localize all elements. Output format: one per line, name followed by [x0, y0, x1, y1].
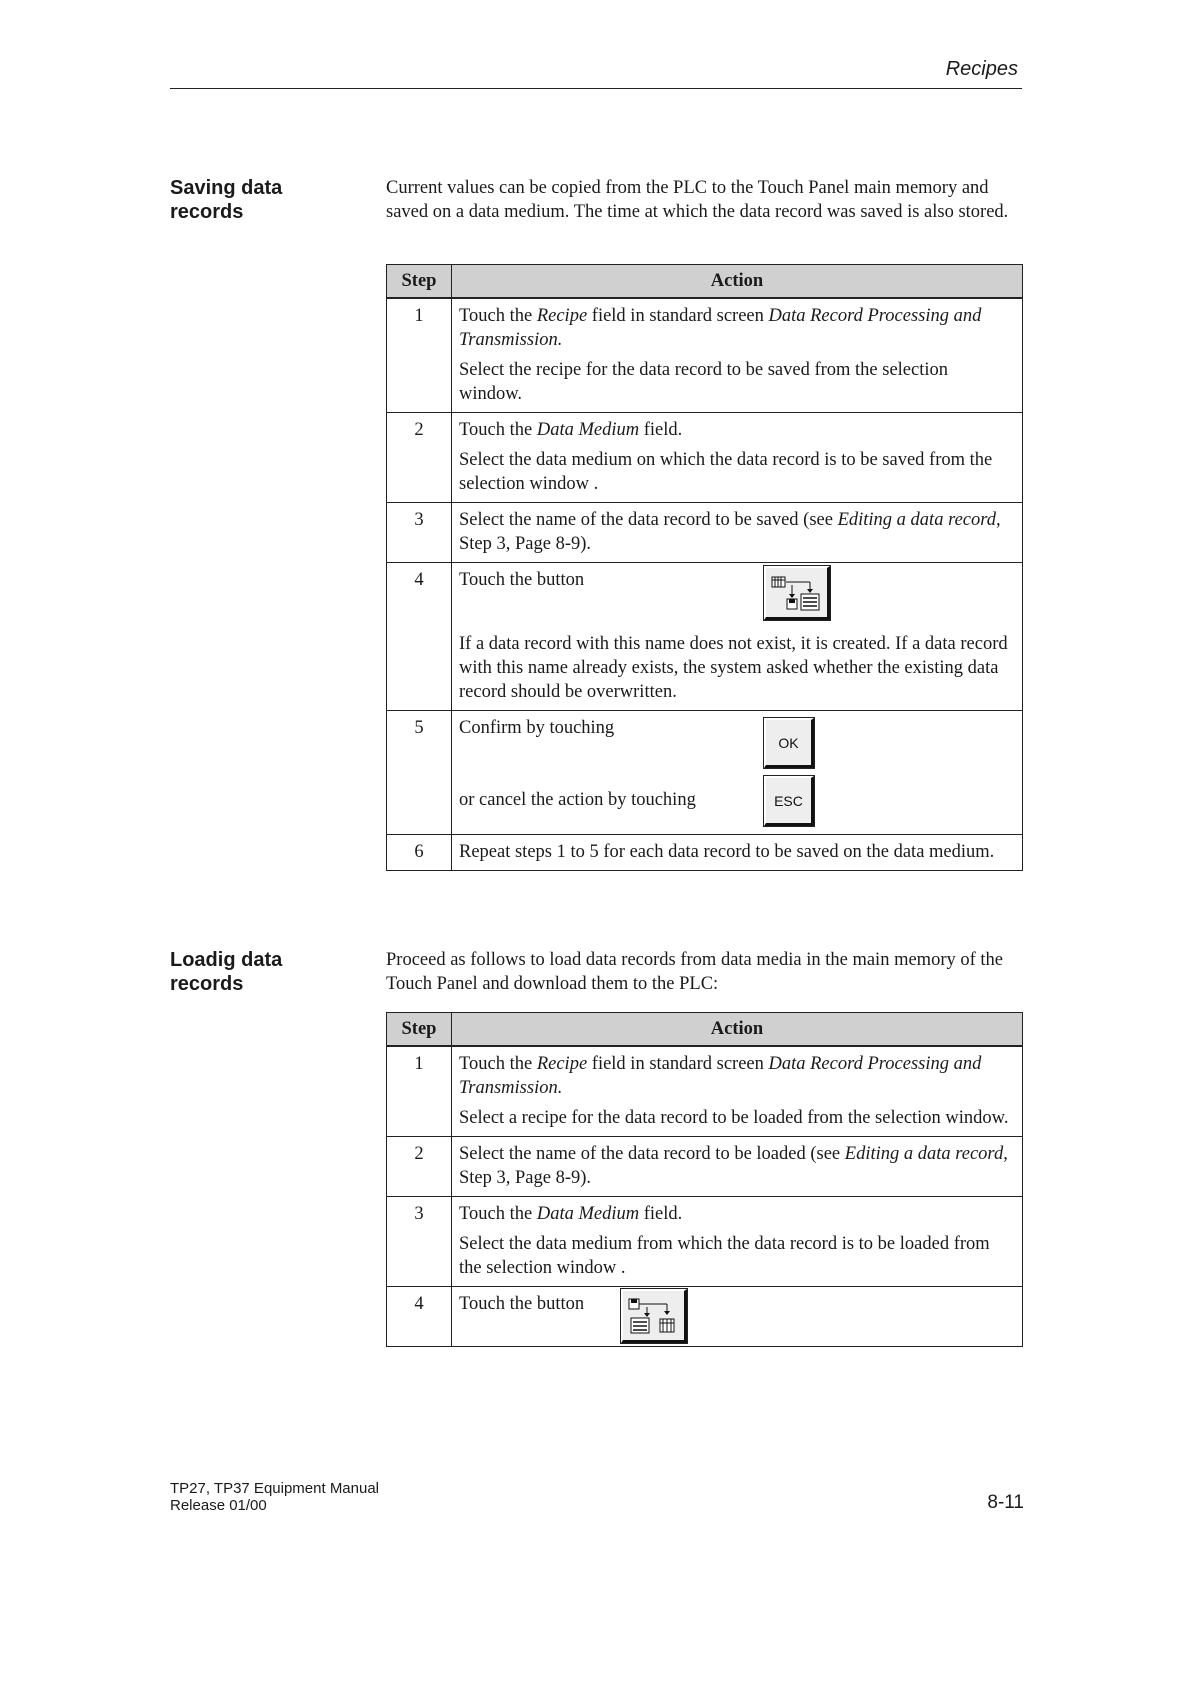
- step-action: Touch the button: [452, 1287, 1023, 1347]
- step-action: Touch the Recipe field in standard screen Data Record Processing and Transmission. Select a recipe for the data record to be loaded from the selection window.: [452, 1046, 1023, 1137]
- saving-steps-table: [386, 264, 1023, 871]
- save-record-button[interactable]: [764, 566, 830, 620]
- step-action: Select the name of the data record to be loaded (see Editing a data record, Step 3, Page 8-9).: [452, 1137, 1023, 1197]
- step-number: 3: [387, 503, 452, 563]
- table-row: [387, 1197, 1023, 1287]
- running-header: Recipes: [945, 58, 1018, 80]
- footer-release: Release 01/00: [170, 1497, 267, 1514]
- load-record-icon: [623, 1291, 683, 1339]
- table-row: [387, 563, 1023, 711]
- table-row: [387, 835, 1023, 871]
- table-row: [387, 1287, 1023, 1347]
- col-step-header: Step: [387, 1013, 452, 1047]
- step-number: 2: [387, 413, 452, 503]
- col-action-header: Action: [452, 1013, 1023, 1047]
- ok-button[interactable]: OK: [764, 718, 814, 768]
- saving-intro: Current values can be copied from the PLC to the Touch Panel main memory and saved on a data medium. The time at which the data record was saved is also stored.: [386, 178, 1009, 222]
- table-header-row: [387, 1013, 1023, 1047]
- page-number: 8-11: [987, 1492, 1024, 1513]
- step-action: Repeat steps 1 to 5 for each data record to be saved on the data medium.: [452, 835, 1023, 871]
- step-action: Touch the Data Medium field. Select the data medium from which the data record is to be loaded from the selection window .: [452, 1197, 1023, 1287]
- col-step-header: Step: [387, 265, 452, 299]
- load-record-button[interactable]: [621, 1289, 687, 1343]
- step-number: 1: [387, 1046, 452, 1137]
- step-number: 2: [387, 1137, 452, 1197]
- loading-intro: Proceed as follows to load data records from data media in the main memory of the Touch Panel and download them to the PLC:: [386, 950, 1003, 994]
- table-row: [387, 413, 1023, 503]
- step-number: 4: [387, 1287, 452, 1347]
- header-rule: [170, 88, 1022, 89]
- step-number: 5: [387, 711, 452, 835]
- saving-heading: Saving data records: [170, 177, 283, 223]
- step-action: Touch the Recipe field in standard screen Data Record Processing and Transmission. Select the recipe for the data record to be saved from the selection window.: [452, 298, 1023, 413]
- step-number: 1: [387, 298, 452, 413]
- step-action: Touch the button If a data record with this name does not exist, it is created. If a data record with this name already exists, the system asked whether the existing data record should be overwritten.: [452, 563, 1023, 711]
- loading-heading: Loadig data records: [170, 949, 283, 995]
- footer: [170, 1480, 379, 1514]
- loading-steps-table: [386, 1012, 1023, 1347]
- save-record-icon: [766, 568, 826, 616]
- col-action-header: Action: [452, 265, 1023, 299]
- table-header-row: [387, 265, 1023, 299]
- step-number: 6: [387, 835, 452, 871]
- footer-manual-title: TP27, TP37 Equipment Manual: [170, 1480, 380, 1497]
- step-number: 4: [387, 563, 452, 711]
- esc-button[interactable]: ESC: [764, 776, 814, 826]
- table-row: [387, 503, 1023, 563]
- table-row: [387, 298, 1023, 413]
- table-row: [387, 711, 1023, 835]
- step-action: Confirm by touching OK or cancel the action by touching ESC: [452, 711, 1023, 835]
- table-row: [387, 1137, 1023, 1197]
- table-row: [387, 1046, 1023, 1137]
- step-action: Touch the Data Medium field. Select the data medium on which the data record is to be saved from the selection window .: [452, 413, 1023, 503]
- step-number: 3: [387, 1197, 452, 1287]
- step-action: Select the name of the data record to be saved (see Editing a data record, Step 3, Page 8-9).: [452, 503, 1023, 563]
